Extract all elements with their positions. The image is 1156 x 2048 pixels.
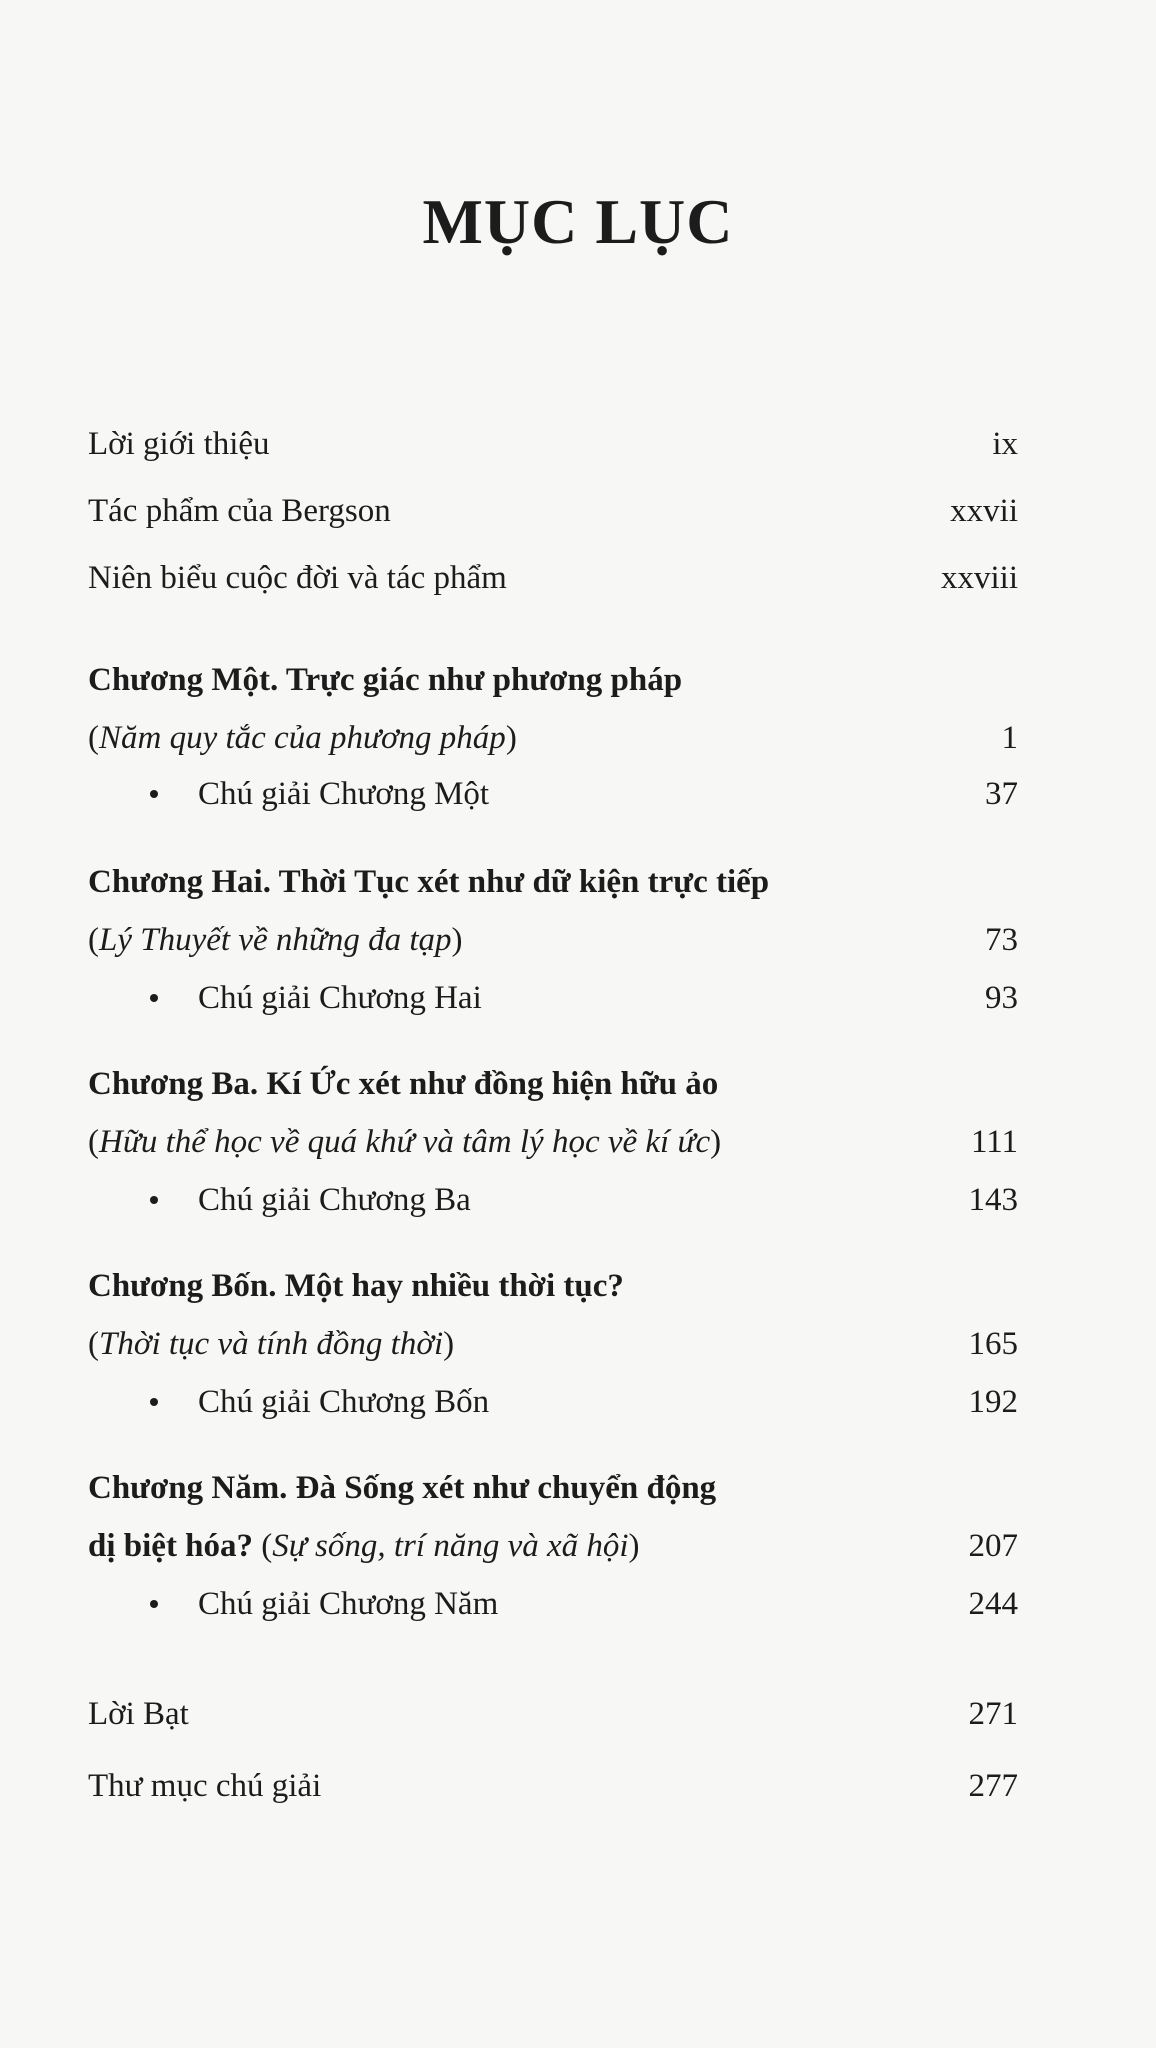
toc-chapter-one-notes[interactable] bbox=[88, 770, 1018, 818]
bullet-icon bbox=[150, 1600, 158, 1608]
toc-chapter-one-heading[interactable] bbox=[88, 656, 1018, 704]
toc-chapter-one-subtitle[interactable] bbox=[88, 714, 1018, 762]
toc-page-number: ix bbox=[992, 426, 1018, 462]
toc-page-number: 244 bbox=[968, 1586, 1018, 1622]
toc-entry-works[interactable] bbox=[88, 487, 1018, 535]
toc-page-number: 277 bbox=[968, 1768, 1018, 1804]
notes-label: Chú giải Chương Bốn bbox=[198, 1384, 490, 1420]
toc-entry-intro[interactable] bbox=[88, 420, 1018, 468]
toc-page-number: 73 bbox=[985, 922, 1018, 958]
chapter-heading: Chương Năm. Đà Sống xét như chuyển động bbox=[88, 1470, 717, 1506]
toc-page-number: 1 bbox=[1001, 720, 1018, 756]
toc-chapter-three-notes[interactable] bbox=[88, 1176, 1018, 1224]
chapter-heading: Chương Hai. Thời Tục xét như dữ kiện trực tiếp bbox=[88, 864, 770, 900]
notes-label: Chú giải Chương Một bbox=[198, 776, 490, 812]
toc-chapter-four-notes[interactable] bbox=[88, 1378, 1018, 1426]
toc-page-number: xxvii bbox=[950, 493, 1018, 529]
chapter-heading-continued: dị biệt hóa? (Sự sống, trí năng và xã hội) bbox=[88, 1528, 640, 1564]
toc-chapter-five-heading-cont[interactable] bbox=[88, 1522, 1018, 1570]
toc-entry-chronology[interactable] bbox=[88, 554, 1018, 602]
toc-page-number: xxviii bbox=[940, 560, 1018, 596]
toc-entry-afterword[interactable] bbox=[88, 1690, 1018, 1738]
notes-label: Chú giải Chương Hai bbox=[198, 980, 482, 1016]
toc-entry-label: Niên biểu cuộc đời và tác phẩm bbox=[88, 560, 507, 596]
toc-page-number: 165 bbox=[968, 1326, 1018, 1362]
bullet-icon bbox=[150, 790, 158, 798]
chapter-subtitle: (Lý Thuyết về những đa tạp) bbox=[88, 922, 463, 958]
notes-label: Chú giải Chương Ba bbox=[198, 1182, 471, 1218]
toc-chapter-two-notes[interactable] bbox=[88, 974, 1018, 1022]
toc-page-number: 143 bbox=[968, 1182, 1018, 1218]
bullet-icon bbox=[150, 1196, 158, 1204]
toc-chapter-five-heading[interactable] bbox=[88, 1464, 1018, 1512]
toc-chapter-three-heading[interactable] bbox=[88, 1060, 1018, 1108]
page-title: MỤC LỤC bbox=[422, 186, 734, 257]
toc-chapter-five-notes[interactable] bbox=[88, 1580, 1018, 1628]
toc-page-number: 192 bbox=[968, 1384, 1018, 1420]
toc-chapter-two-heading[interactable] bbox=[88, 858, 1018, 906]
toc-entry-label: Thư mục chú giải bbox=[88, 1768, 322, 1804]
notes-label: Chú giải Chương Năm bbox=[198, 1586, 499, 1622]
chapter-subtitle: (Thời tục và tính đồng thời) bbox=[88, 1326, 455, 1362]
chapter-subtitle: (Hữu thể học về quá khứ và tâm lý học về kí ức) bbox=[88, 1124, 722, 1160]
toc-entry-label: Lời giới thiệu bbox=[88, 426, 270, 462]
bullet-icon bbox=[150, 994, 158, 1002]
toc-chapter-two-subtitle[interactable] bbox=[88, 916, 1018, 964]
toc-page-number: 271 bbox=[968, 1696, 1018, 1732]
toc-page-number: 37 bbox=[985, 776, 1018, 812]
chapter-heading: Chương Bốn. Một hay nhiều thời tục? bbox=[88, 1268, 624, 1304]
bullet-icon bbox=[150, 1398, 158, 1406]
toc-entry-label: Lời Bạt bbox=[88, 1696, 189, 1732]
chapter-heading: Chương Một. Trực giác như phương pháp bbox=[88, 662, 683, 698]
toc-chapter-four-heading[interactable] bbox=[88, 1262, 1018, 1310]
toc-entry-label: Tác phẩm của Bergson bbox=[88, 493, 391, 529]
chapter-subtitle: (Năm quy tắc của phương pháp) bbox=[88, 720, 517, 756]
chapter-heading: Chương Ba. Kí Ức xét như đồng hiện hữu ảo bbox=[88, 1066, 719, 1102]
toc-page-number: 111 bbox=[970, 1124, 1018, 1160]
toc-page-number: 93 bbox=[985, 980, 1018, 1016]
toc-chapter-three-subtitle[interactable] bbox=[88, 1118, 1018, 1166]
toc-entry-bibliography[interactable] bbox=[88, 1762, 1018, 1810]
toc-chapter-four-subtitle[interactable] bbox=[88, 1320, 1018, 1368]
toc-page-number: 207 bbox=[968, 1528, 1018, 1564]
